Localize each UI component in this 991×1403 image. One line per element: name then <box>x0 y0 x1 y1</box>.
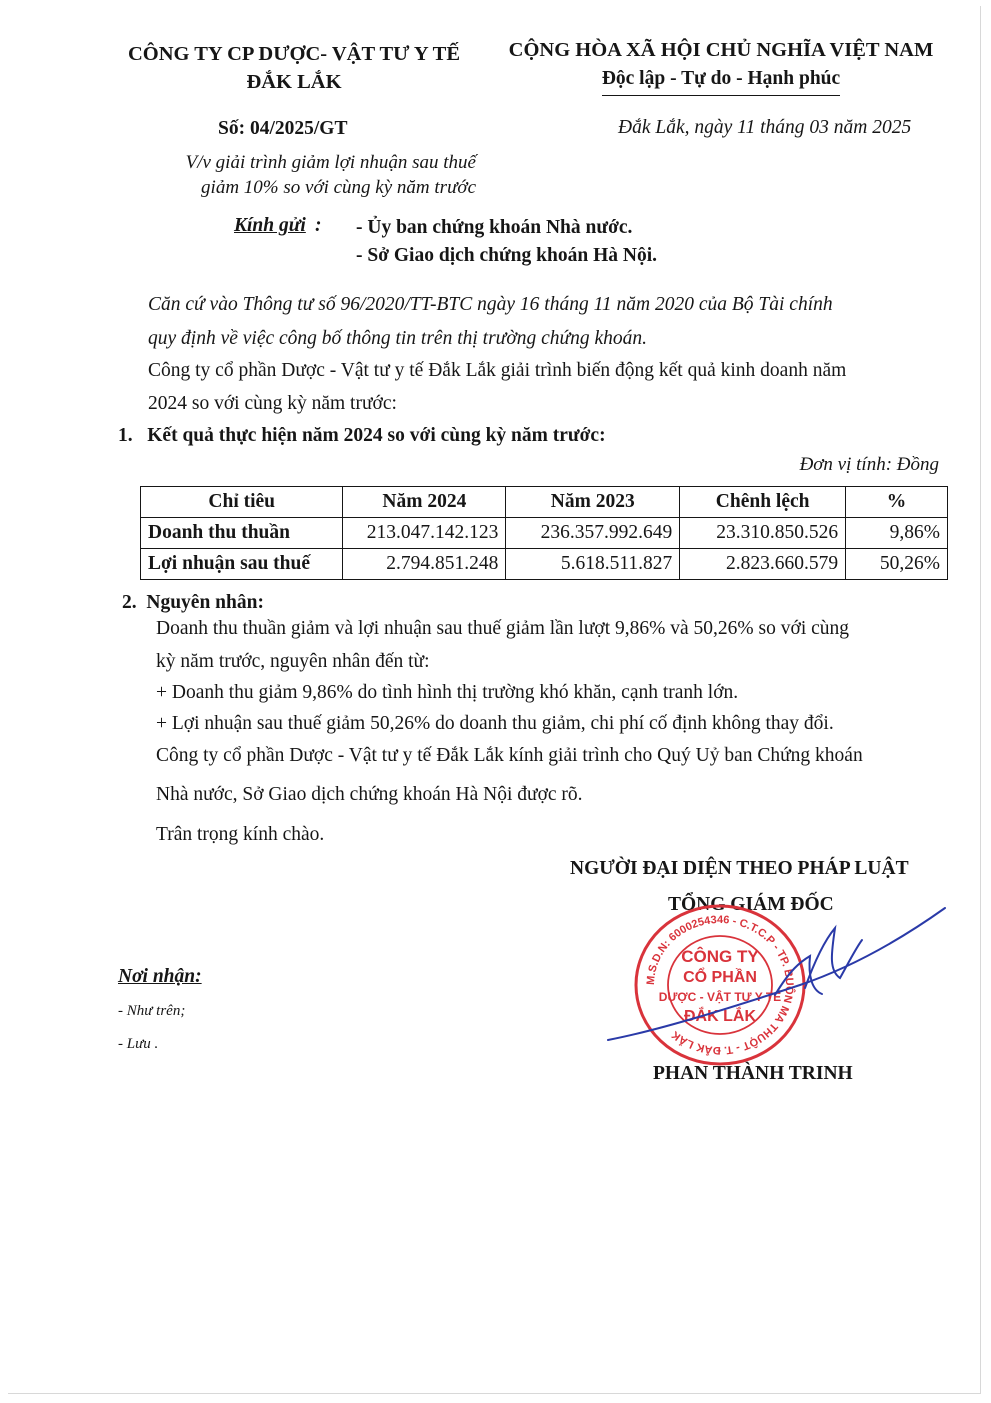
table-header-cell: % <box>846 487 948 518</box>
recipients-block-title: Nơi nhận: <box>118 966 202 987</box>
table-cell: 5.618.511.827 <box>506 549 680 580</box>
table-header-cell: Năm 2024 <box>343 487 506 518</box>
table-cell: 236.357.992.649 <box>506 518 680 549</box>
table-cell: 213.047.142.123 <box>343 518 506 549</box>
stamp-center-line: CÔNG TY <box>681 947 759 966</box>
signature-stroke <box>805 928 862 988</box>
table-header-cell: Chỉ tiêu <box>141 487 343 518</box>
motto: Độc lập - Tự do - Hạnh phúc <box>602 65 840 96</box>
recipients-block-item: - Như trên; <box>118 1003 186 1019</box>
stamp-center-line: ĐẮK LẮK <box>684 1008 756 1025</box>
stamp-center-line: DƯỢC - VẬT TƯ Y TẾ <box>658 990 782 1004</box>
table-cell: Lợi nhuận sau thuế <box>141 549 343 580</box>
table-row <box>141 549 948 580</box>
body-line: kỳ năm trước, nguyên nhân đến từ: <box>156 651 430 672</box>
recipient-item: - Sở Giao dịch chứng khoán Hà Nội. <box>356 245 657 266</box>
kinh-gui-colon: : <box>315 215 322 236</box>
table-cell: 2.794.851.248 <box>343 549 506 580</box>
table-cell: 9,86% <box>846 518 948 549</box>
intro-line: Căn cứ vào Thông tư số 96/2020/TT-BTC ngày 16 tháng 11 năm 2020 của Bộ Tài chính <box>148 294 833 315</box>
table-header-row <box>141 487 948 518</box>
body-line: Trân trọng kính chào. <box>156 824 325 845</box>
handwritten-signature <box>600 900 960 1050</box>
date-line: Đắk Lắk, ngày 11 tháng 03 năm 2025 <box>618 117 912 138</box>
nation-name: CỘNG HÒA XÃ HỘI CHỦ NGHĨA VIỆT NAM <box>508 39 934 61</box>
recipient-item: - Ủy ban chứng khoán Nhà nước. <box>356 217 633 238</box>
company-name-line1: CÔNG TY CP DƯỢC- VẬT TƯ Y TẾ <box>127 43 461 65</box>
section2-title: 2. Nguyên nhân: <box>122 592 264 613</box>
table-cell: 2.823.660.579 <box>680 549 846 580</box>
table-header-cell: Năm 2023 <box>506 487 680 518</box>
table-header-cell: Chênh lệch <box>680 487 846 518</box>
results-table <box>140 486 948 580</box>
table-row <box>141 518 948 549</box>
body-line: + Lợi nhuận sau thuế giảm 50,26% do doanh thu giảm, chi phí cố định không thay đổi. <box>156 713 834 734</box>
section1-title: 1. Kết quả thực hiện năm 2024 so với cùng kỳ năm trước: <box>118 425 606 446</box>
table-cell: Doanh thu thuần <box>141 518 343 549</box>
national-header <box>488 36 954 96</box>
signature-stroke <box>608 908 945 1040</box>
company-name-line2: ĐẮK LẮK <box>246 71 342 93</box>
table-cell: 50,26% <box>846 549 948 580</box>
recipient-list <box>356 214 657 270</box>
subject-line2: giảm 10% so với cùng kỳ năm trước <box>201 177 476 198</box>
unit-label: Đơn vị tính: Đồng <box>799 454 939 475</box>
body-line: + Doanh thu giảm 9,86% do tình hình thị trường khó khăn, cạnh tranh lớn. <box>156 682 739 703</box>
intro-line: 2024 so với cùng kỳ năm trước: <box>148 393 397 414</box>
document-number: Số: 04/2025/GT <box>218 118 348 139</box>
signature-title: NGƯỜI ĐẠI DIỆN THEO PHÁP LUẬT <box>570 858 909 879</box>
body-line: Nhà nước, Sở Giao dịch chứng khoán Hà Nội được rõ. <box>156 784 583 805</box>
stamp-center-line: CỔ PHẦN <box>683 969 757 986</box>
kinh-gui-label: Kính gửi <box>234 215 306 236</box>
body-line: Doanh thu thuần giảm và lợi nhuận sau thuế giảm lần lượt 9,86% và 50,26% so với cùng <box>156 618 850 639</box>
subject <box>120 150 476 200</box>
intro-line: quy định về việc công bố thông tin trên thị trường chứng khoán. <box>148 328 648 349</box>
signature-role: TỔNG GIÁM ĐỐC <box>668 894 834 915</box>
stamp-ring-text: M.S.D.N: 6000254346 - C.T.C.P - TP. BUÔN MA THUỘT - T. ĐẮK LẮK <box>644 913 796 1057</box>
subject-line1: V/v giải trình giảm lợi nhuận sau thuế <box>185 152 476 173</box>
body-line: Công ty cổ phần Dược - Vật tư y tế Đắk Lắk kính giải trình cho Quý Uỷ ban Chứng khoán <box>156 745 863 766</box>
intro-line: Công ty cổ phần Dược - Vật tư y tế Đắk Lắk giải trình biến động kết quả kinh doanh năm <box>148 360 847 381</box>
signer-name: PHAN THÀNH TRINH <box>653 1063 853 1084</box>
recipients-block-item: - Lưu . <box>118 1036 159 1052</box>
table-cell: 23.310.850.526 <box>680 518 846 549</box>
company-name <box>108 40 480 96</box>
